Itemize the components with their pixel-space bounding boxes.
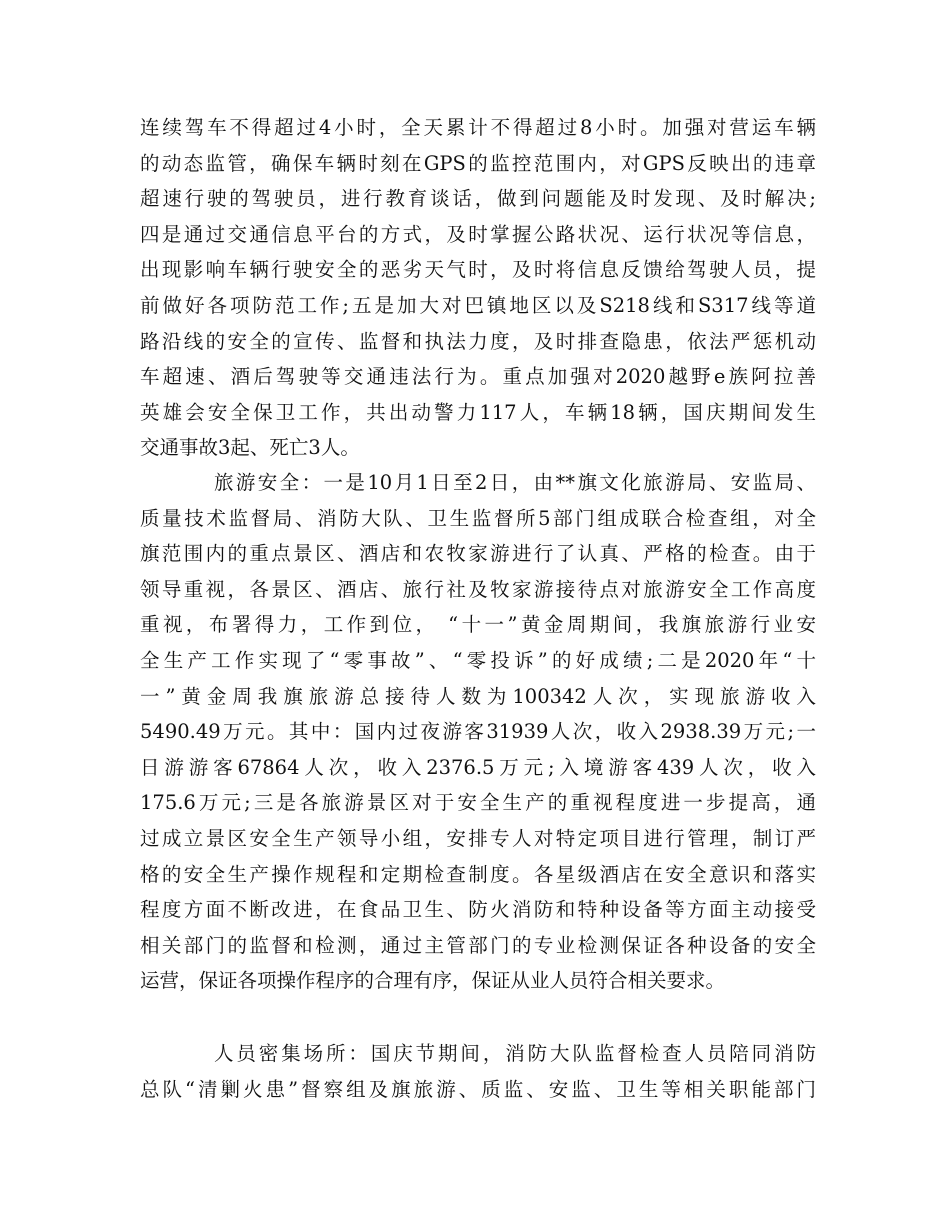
text-line: 总队“清剿火患”督察组及旗旅游、质监、安监、卫生等相关职能部门 bbox=[140, 1077, 816, 1101]
paragraph-tourism-safety bbox=[140, 465, 816, 999]
text-line: 旗范围内的重点景区、酒店和农牧家游进行了认真、严格的检查。由于 bbox=[140, 542, 816, 566]
text-line: 格的安全生产操作规程和定期检查制度。各星级酒店在安全意识和落实 bbox=[140, 862, 816, 886]
text-line: 的动态监管，确保车辆时刻在GPS的监控范围内，对GPS反映出的违章 bbox=[140, 151, 816, 175]
text-line: 英雄会安全保卫工作，共出动警力117人，车辆18辆，国庆期间发生 bbox=[140, 400, 816, 424]
text-line: 程度方面不断改进，在食品卫生、防火消防和特种设备等方面主动接受 bbox=[140, 898, 816, 922]
text-line: 超速行驶的驾驶员，进行教育谈话，做到问题能及时发现、及时解决; bbox=[140, 187, 816, 211]
text-line: 5490.49万元。其中：国内过夜游客31939人次，收入2938.39万元;一 bbox=[140, 720, 816, 744]
text-line: 人员密集场所：国庆节期间，消防大队监督检查人员陪同消防 bbox=[214, 1042, 816, 1065]
text-line: 车超速、酒后驾驶等交通违法行为。重点加强对2020越野e族阿拉善 bbox=[140, 365, 816, 389]
text-line: 前做好各项防范工作;五是加大对巴镇地区以及S218线和S317线等道 bbox=[140, 293, 816, 317]
text-line: 旅游安全：一是10月1日至2日，由**旗文化旅游局、安监局、 bbox=[214, 471, 816, 494]
text-line: 出现影响车辆行驶安全的恶劣天气时，及时将信息反馈给驾驶人员，提 bbox=[140, 258, 816, 282]
text-line: 四是通过交通信息平台的方式，及时掌握公路状况、运行状况等信息， bbox=[140, 222, 816, 246]
text-line: 全生产工作实现了“零事故”、“零投诉”的好成绩;二是2020年“十 bbox=[140, 648, 816, 672]
text-line: 交通事故3起、死亡3人。 bbox=[140, 436, 360, 460]
text-line: 运营，保证各项操作程序的合理有序，保证从业人员符合相关要求。 bbox=[140, 969, 726, 993]
text-line: 一”黄金周我旗旅游总接待人数为100342人次，实现旅游收入 bbox=[140, 684, 816, 708]
text-line: 质量技术监督局、消防大队、卫生监督所5部门组成联合检查组，对全 bbox=[140, 506, 816, 530]
text-line: 连续驾车不得超过4小时，全天累计不得超过8小时。加强对营运车辆 bbox=[140, 116, 816, 139]
text-line: 重视，布署得力，工作到位， “十一”黄金周期间，我旗旅游行业安 bbox=[140, 613, 816, 637]
text-line: 175.6万元;三是各旅游景区对于安全生产的重视程度进一步提高，通 bbox=[140, 791, 816, 815]
paragraph-crowded-places bbox=[140, 1036, 816, 1107]
text-line: 过成立景区安全生产领导小组，安排专人对特定项目进行管理，制订严 bbox=[140, 826, 816, 850]
paragraph-traffic-safety bbox=[140, 110, 816, 466]
text-line: 相关部门的监督和检测，通过主管部门的专业检测保证各种设备的安全 bbox=[140, 933, 816, 957]
text-line: 路沿线的安全的宣传、监督和执法力度，及时排查隐患，依法严惩机动 bbox=[140, 329, 816, 353]
text-line: 领导重视，各景区、酒店、旅行社及牧家游接待点对旅游安全工作高度 bbox=[140, 577, 816, 601]
text-line: 日游游客67864人次，收入2376.5万元;入境游客439人次，收入 bbox=[140, 755, 816, 779]
